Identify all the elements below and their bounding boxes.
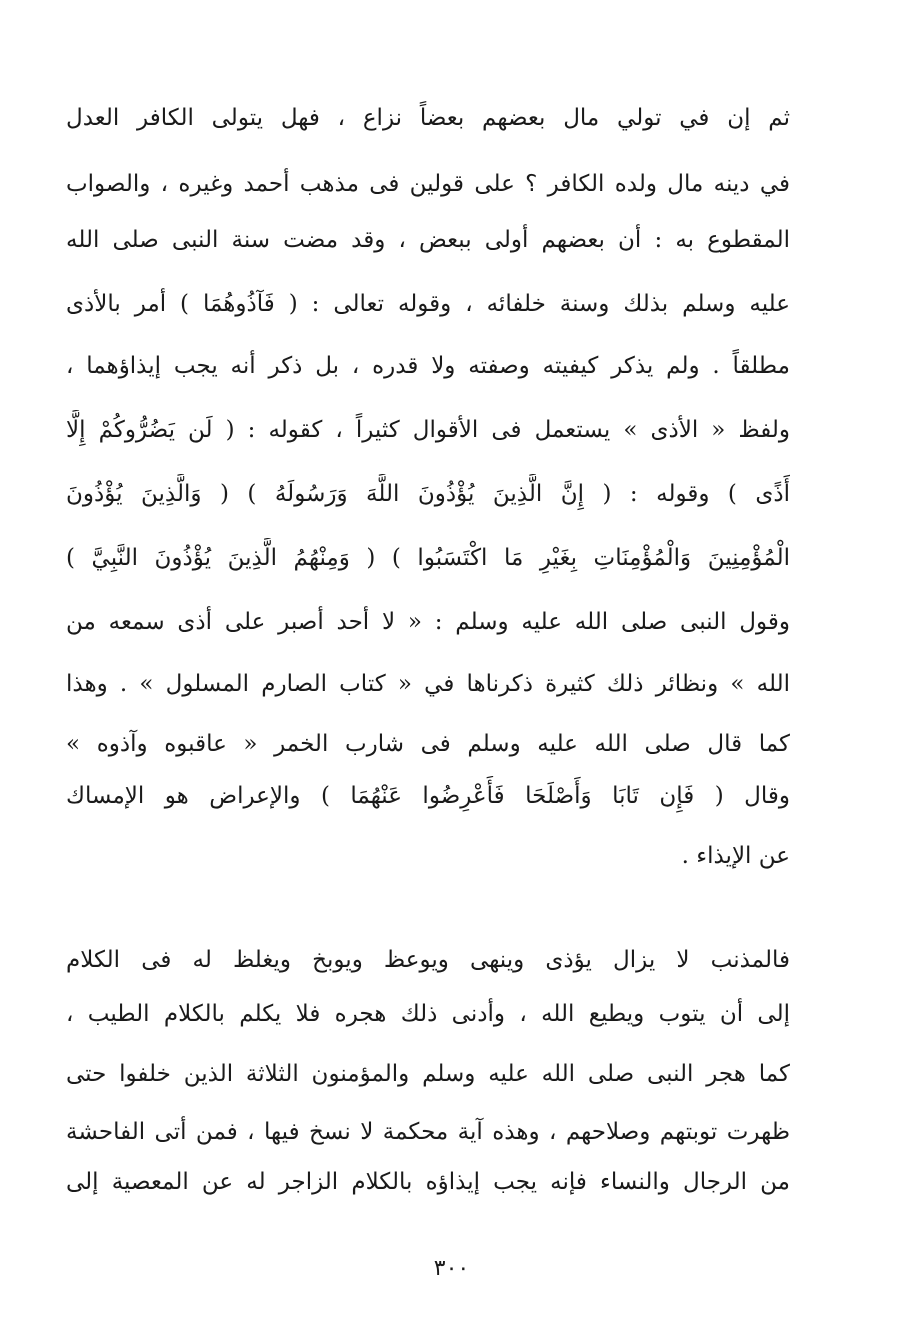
paragraph-2-line: كما هجر النبى صلى الله عليه وسلم والمؤمنون الثلاثة الذين خلفوا حتى (66, 1061, 790, 1087)
paragraph-1-line: المقطوع به : أن بعضهم أولى ببعض ، وقد مضت سنة النبى صلى الله (66, 227, 790, 253)
paragraph-1-line: وقول النبى صلى الله عليه وسلم : « لا أحد أصبر على أذى سمعه من (66, 609, 790, 635)
paragraph-1-line: أَذًى ) وقوله : ( إِنَّ الَّذِينَ يُؤْذُونَ اللَّهَ وَرَسُولَهُ ) ( وَالَّذِينَ يُؤْذُونَ (66, 481, 790, 507)
paragraph-1-line: في دينه مال ولده الكافر ؟ على قولين فى مذهب أحمد وغيره ، والصواب (66, 171, 790, 197)
paragraph-2-line: من الرجال والنساء فإنه يجب إيذاؤه بالكلام الزاجر له عن المعصية إلى (66, 1169, 790, 1195)
paragraph-1-line: الله » ونظائر ذلك كثيرة ذكرناها في « كتاب الصارم المسلول » . وهذا (66, 671, 790, 697)
paragraph-1-line: كما قال صلى الله عليه وسلم فى شارب الخمر « عاقبوه وآذوه » (66, 731, 790, 757)
paragraph-2-line: فالمذنب لا يزال يؤذى وينهى ويوعظ ويوبخ ويغلظ له فى الكلام (66, 947, 790, 973)
page-number: ٣٠٠ (433, 1256, 470, 1281)
paragraph-2-line: ظهرت توبتهم وصلاحهم ، وهذه آية محكمة لا نسخ فيها ، فمن أتى الفاحشة (66, 1119, 790, 1145)
paragraph-1-line: عن الإيذاء . (681, 843, 790, 869)
paragraph-1-line: وقال ( فَإِن تَابَا وَأَصْلَحَا فَأَعْرِضُوا عَنْهُمَا ) والإعراض هو الإمساك (66, 783, 790, 809)
paragraph-1-line: الْمُؤْمِنِينَ وَالْمُؤْمِنَاتِ بِغَيْرِ مَا اكْتَسَبُوا ) ( وَمِنْهُمُ الَّذِينَ يُؤْذُونَ النَّبِيَّ ) (66, 545, 790, 571)
paragraph-1-line: ولفظ « الأذى » يستعمل فى الأقوال كثيراً ، كقوله : ( لَن يَضُرُّوكُمْ إِلَّا (66, 417, 790, 443)
paragraph-1-line: ثم إن في تولي مال بعضهم بعضاً نزاع ، فهل يتولى الكافر العدل (66, 105, 790, 131)
paragraph-2-line: إلى أن يتوب ويطيع الله ، وأدنى ذلك هجره فلا يكلم بالكلام الطيب ، (66, 1001, 790, 1027)
paragraph-1-line: عليه وسلم بذلك وسنة خلفائه ، وقوله تعالى : ( فَآذُوهُمَا ) أمر بالأذى (66, 291, 790, 317)
paragraph-1-line: مطلقاً . ولم يذكر كيفيته وصفته ولا قدره ، بل ذكر أنه يجب إيذاؤهما ، (66, 353, 790, 379)
